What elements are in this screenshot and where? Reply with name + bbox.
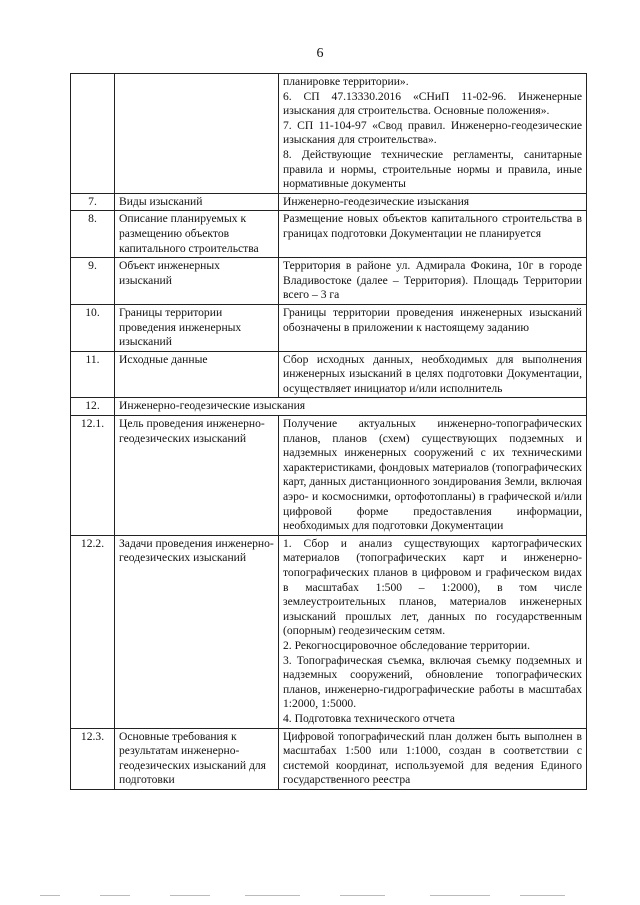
description-paragraph: Получение актуальных инженерно-топографических планов, планов (схем) существующих подземных и надземных инженерных сооружений с их техническими характеристиками, фондовых материалов (топографических карт, данных дистанционного зондирования Земли, включая аэро- и космоснимки, ортофотопланы) в графической и/или цифровой форме предоставления информации, необходимых для подготовки Документации — [283, 417, 582, 533]
row-label: Объект инженерных изысканий — [115, 258, 279, 305]
description-paragraph: 7. СП 11-104-97 «Свод правил. Инженерно-геодезические изыскания для строительства». — [283, 118, 582, 147]
row-number — [71, 74, 115, 194]
table-row — [71, 416, 587, 536]
row-description — [279, 304, 587, 351]
scan-edge-marks — [0, 895, 640, 901]
row-number: 11. — [71, 351, 115, 398]
row-description — [279, 193, 587, 211]
description-paragraph: Инженерно-геодезические изыскания — [283, 194, 470, 208]
row-description — [279, 211, 587, 258]
row-description — [279, 351, 587, 398]
row-number: 9. — [71, 258, 115, 305]
row-label: Задачи проведения инженерно-геодезических изысканий — [115, 535, 279, 728]
row-description — [279, 535, 587, 728]
table-row — [71, 211, 587, 258]
description-paragraph: планировке территории». — [283, 75, 409, 88]
description-paragraph: Размещение новых объектов капитального строительства в границах подготовки Документации не планируется — [283, 212, 582, 240]
row-number: 12.1. — [71, 416, 115, 536]
row-number: 8. — [71, 211, 115, 258]
description-paragraph: Границы территории проведения инженерных изысканий обозначены в приложении к настоящему заданию — [283, 305, 582, 334]
row-number: 12.2. — [71, 535, 115, 728]
description-paragraph: Сбор исходных данных, необходимых для выполнения инженерных изысканий в целях подготовки Документации, осуществляет инициатор и/или исполнитель — [283, 352, 582, 395]
row-label: Основные требования к результатам инженерно-геодезических изысканий для подготовки — [115, 728, 279, 789]
section-header: Инженерно-геодезические изыскания — [115, 398, 587, 416]
row-label: Описание планируемых к размещению объектов капитального строительства — [115, 211, 279, 258]
row-label — [115, 74, 279, 194]
table-row — [71, 728, 587, 789]
requirements-table — [70, 73, 587, 790]
row-label: Границы территории проведения инженерных изысканий — [115, 304, 279, 351]
table-row — [71, 74, 587, 194]
description-paragraph: Цифровой топографический план должен быть выполнен в масштабах 1:500 или 1:1000, создан в соответствии с системой координат, используемой для ведения Единого государственного реестра — [283, 729, 582, 787]
table-row — [71, 398, 587, 416]
description-paragraph: 6. СП 47.13330.2016 «СНиП 11-02-96. Инженерные изыскания для строительства. Основные положения». — [283, 89, 582, 118]
description-paragraph: 4. Подготовка технического отчета — [283, 711, 455, 725]
row-label: Цель проведения инженерно-геодезических изысканий — [115, 416, 279, 536]
row-number: 10. — [71, 304, 115, 351]
row-description — [279, 416, 587, 536]
row-number: 12. — [71, 398, 115, 416]
table-row — [71, 193, 587, 211]
description-paragraph: Территория в районе ул. Адмирала Фокина, 10г в городе Владивостоке (далее – Территория). Площадь Территории всего – 3 га — [283, 259, 582, 302]
row-number: 7. — [71, 193, 115, 211]
description-paragraph: 2. Рекогносцировочное обследование территории. — [283, 638, 531, 652]
table-row — [71, 351, 587, 398]
row-description — [279, 74, 587, 194]
row-description — [279, 728, 587, 789]
table-row — [71, 535, 587, 728]
row-description — [279, 258, 587, 305]
description-paragraph: 1. Сбор и анализ существующих картографических материалов (топографических карт и инженерно-топографических планов в цифровом и графическом видах в масштабах 1:500 – 1:2000), в том числе землеустроительных планов, материалов инженерных изысканий прошлых лет, данных по государственным (опорным) геодезическим сетям. — [283, 536, 582, 638]
requirements-table-body — [71, 74, 587, 790]
row-label: Виды изысканий — [115, 193, 279, 211]
description-paragraph: 3. Топографическая съемка, включая съемку подземных и надземных сооружений, обновление топографических планов, инженерно-гидрографические работы в масштабах 1:2000, 1:5000. — [283, 653, 582, 711]
table-row — [71, 304, 587, 351]
table-row — [71, 258, 587, 305]
row-label: Исходные данные — [115, 351, 279, 398]
page-number: 6 — [316, 46, 324, 61]
row-number: 12.3. — [71, 728, 115, 789]
description-paragraph: 8. Действующие технические регламенты, санитарные правила и нормы, строительные нормы и правила, иные нормативные документы — [283, 147, 582, 191]
